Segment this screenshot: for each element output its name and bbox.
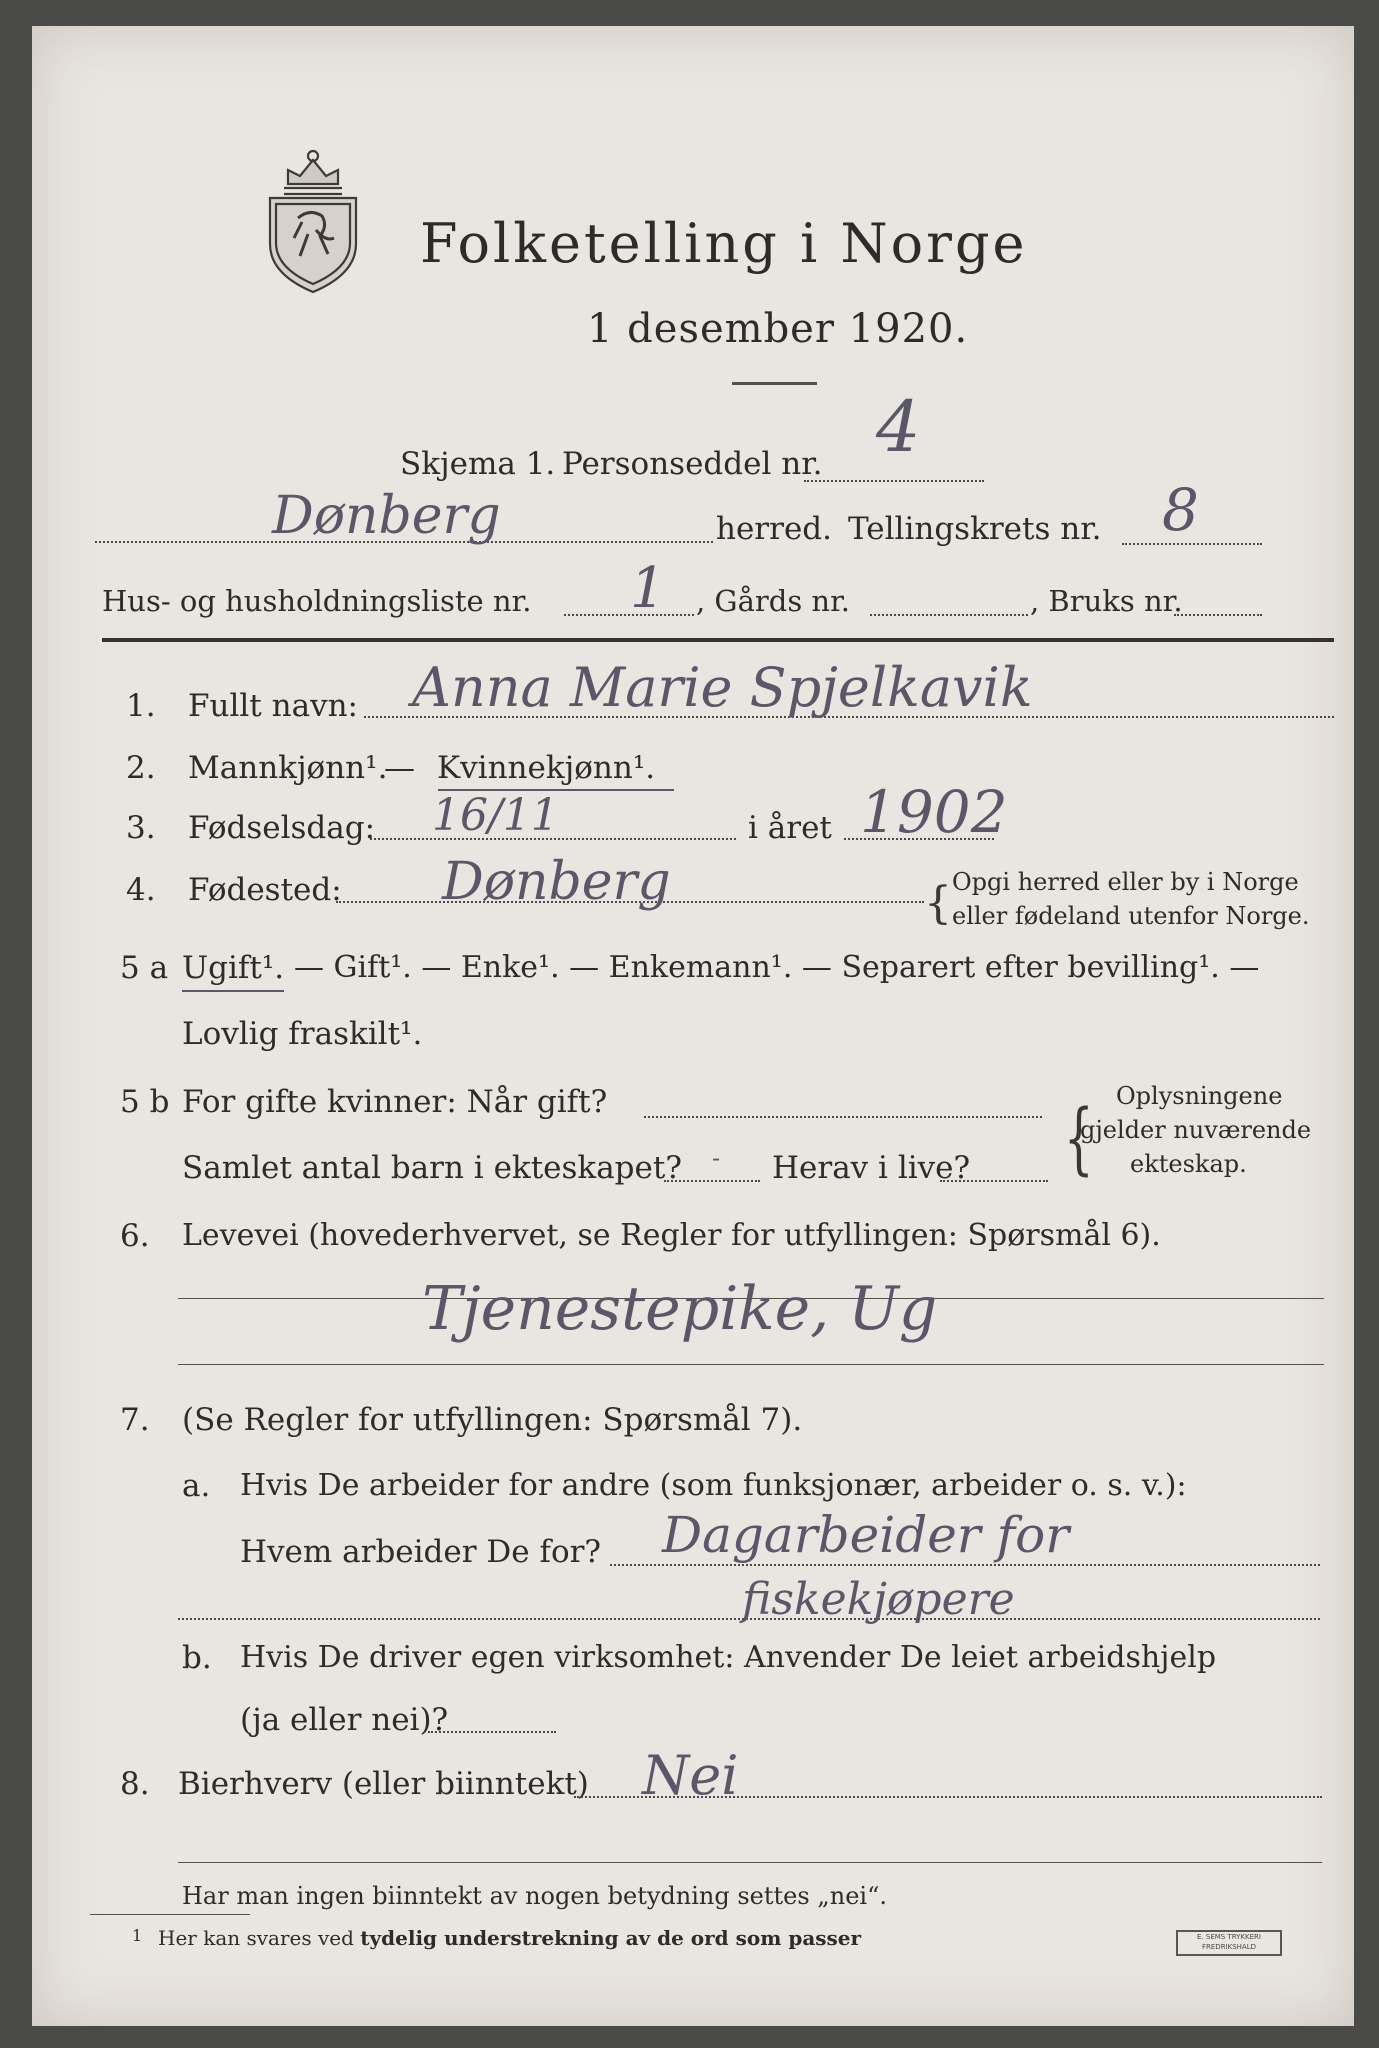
q4-value: Dønberg	[442, 852, 671, 912]
q6-number: 6.	[120, 1218, 150, 1254]
personseddel-line	[804, 480, 984, 482]
form-title: Folketelling i Norge	[420, 212, 1028, 275]
hus-label: Hus- og husholdningsliste nr.	[102, 584, 532, 618]
q2-male: Mannkjønn¹.	[188, 750, 388, 786]
q4-brace: {	[924, 878, 952, 929]
personseddel-label: Personseddel nr.	[562, 446, 823, 482]
footnote-number: 1	[132, 1926, 143, 1945]
q6-line2	[178, 1364, 1324, 1365]
tellingskrets-label: Tellingskrets nr.	[848, 511, 1102, 547]
gaards-line	[870, 614, 1028, 616]
q1-number: 1.	[126, 688, 156, 724]
printer-stamp: E. SEMS TRYKKERI FREDRIKSHALD	[1176, 1930, 1282, 1956]
footnote-rule	[90, 1914, 250, 1915]
q8-value: Nei	[642, 1744, 739, 1807]
q7-label: (Se Regler for utfyllingen: Spørsmål 7).	[182, 1402, 803, 1438]
q5b-note-line3: ekteskap.	[1130, 1150, 1247, 1178]
personseddel-value: 4	[876, 386, 921, 468]
q5b-herav-dots	[940, 1180, 1048, 1182]
q5b-herav: Herav i live?	[772, 1150, 971, 1186]
q2-female: Kvinnekjønn¹.	[437, 750, 656, 786]
q8-label: Bierhverv (eller biinntekt)	[178, 1766, 589, 1802]
footnote-bold: tydelig understrekning av de ord som passer	[360, 1926, 862, 1950]
gaards-label: , Gårds nr.	[696, 584, 850, 618]
title-divider	[732, 382, 817, 385]
skjema-label: Skjema 1.	[400, 446, 556, 482]
q5b-line2: Samlet antal barn i ekteskapet?	[182, 1150, 682, 1186]
q4-number: 4.	[126, 872, 156, 908]
q5a-ugift-underline	[182, 990, 284, 992]
q7a-value1: Dagarbeider for	[662, 1506, 1070, 1564]
footnote-text	[158, 1926, 861, 1950]
herred-label: herred.	[716, 511, 832, 547]
hus-value: 1	[630, 556, 666, 621]
q2-dash: —	[384, 750, 415, 786]
q7b-line2-dots	[428, 1731, 556, 1733]
q5b-line1-dots	[644, 1116, 1042, 1118]
q5b-line2-value: -	[712, 1144, 721, 1172]
q7-number: 7.	[120, 1402, 150, 1438]
q7a-letter: a.	[182, 1468, 211, 1504]
q7b-letter: b.	[182, 1640, 212, 1676]
q3-year-value: 1902	[860, 778, 1008, 846]
header-divider	[102, 638, 1334, 642]
q3-year-label: i året	[748, 810, 832, 846]
q4-label: Fødested:	[188, 872, 342, 908]
q4-note-line2: eller fødeland utenfor Norge.	[952, 902, 1310, 930]
q6-value: Tjenestepike, Ug	[422, 1274, 938, 1344]
footer-note: Har man ingen biinntekt av nogen betydning settes „nei“.	[182, 1882, 887, 1910]
q5a-ugift: Ugift¹.	[182, 950, 285, 986]
q3-number: 3.	[126, 810, 156, 846]
q5a-line2: Lovlig fraskilt¹.	[182, 1016, 423, 1052]
q5b-line2-dots	[664, 1180, 760, 1182]
q5b-note-line2: gjelder nuværende	[1080, 1116, 1312, 1144]
q3-label: Fødselsdag:	[188, 810, 376, 846]
bruks-label: , Bruks nr.	[1030, 584, 1183, 618]
q5b-brace: {	[1063, 1094, 1094, 1184]
q7a-line1: Hvis De arbeider for andre (som funksjonær, arbeider o. s. v.):	[240, 1468, 1187, 1503]
q8-line2	[178, 1862, 1322, 1863]
q5a-number: 5 a	[120, 950, 169, 986]
q1-label: Fullt navn:	[188, 688, 358, 724]
q7b-line1: Hvis De driver egen virksomhet: Anvender De leiet arbeidshjelp	[240, 1640, 1217, 1675]
herred-value: Dønberg	[272, 486, 501, 546]
bruks-line	[1174, 614, 1262, 616]
hus-line	[564, 614, 694, 616]
q5b-line1: For gifte kvinner: Når gift?	[182, 1084, 608, 1120]
census-form-sheet	[32, 26, 1354, 2026]
footnote-plain: Her kan svares ved	[158, 1926, 354, 1950]
q7b-line2: (ja eller nei)?	[240, 1702, 449, 1738]
q7a-line2: Hvem arbeider De for?	[240, 1534, 602, 1570]
tellingskrets-value: 8	[1162, 476, 1199, 544]
q5b-note-line1: Oplysningene	[1116, 1082, 1283, 1110]
census-date: 1 desember 1920.	[587, 306, 969, 352]
coat-of-arms-icon	[258, 146, 368, 296]
q5b-number: 5 b	[120, 1084, 170, 1120]
q3-value: 16/11	[432, 790, 559, 841]
q1-value: Anna Marie Spjelkavik	[412, 656, 1033, 719]
q4-note-line1: Opgi herred eller by i Norge	[952, 868, 1299, 896]
q5a-options: — Gift¹. — Enke¹. — Enkemann¹. — Separert efter bevilling¹. —	[294, 950, 1260, 985]
q2-number: 2.	[126, 750, 156, 786]
q6-label: Levevei (hovederhvervet, se Regler for utfyllingen: Spørsmål 6).	[182, 1218, 1161, 1253]
q7a-value2: fiskekjøpere	[742, 1574, 1015, 1625]
q8-number: 8.	[120, 1766, 150, 1802]
q7a-line2-dots	[610, 1564, 1320, 1566]
